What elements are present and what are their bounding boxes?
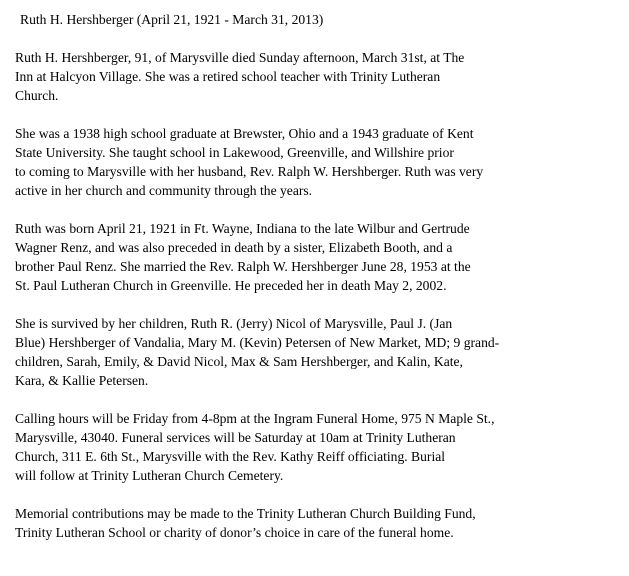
paragraph-line: Church. <box>15 88 59 103</box>
paragraph-line: Ruth was born April 21, 1921 in Ft. Wayne, Indiana to the late Wilbur and Gertrude <box>15 221 470 236</box>
obituary-document <box>15 10 625 542</box>
paragraph-line: Ruth H. Hershberger, 91, of Marysville died Sunday afternoon, March 31st, at The <box>15 50 465 65</box>
paragraph-family-history <box>15 219 625 295</box>
spacer <box>15 295 625 314</box>
paragraph-line: Blue) Hershberger of Vandalia, Mary M. (Kevin) Petersen of New Market, MD; 9 grand- <box>15 335 500 350</box>
paragraph-line: St. Paul Lutheran Church in Greenville. He preceded her in death May 2, 2002. <box>15 278 447 293</box>
paragraph-line: active in her church and community through the years. <box>15 183 313 198</box>
paragraph-line: She was a 1938 high school graduate at Brewster, Ohio and a 1943 graduate of Kent <box>15 126 474 141</box>
paragraph-line: She is survived by her children, Ruth R. (Jerry) Nicol of Marysville, Paul J. (Jan <box>15 316 453 331</box>
paragraph-line: Marysville, 43040. Funeral services will be Saturday at 10am at Trinity Lutheran <box>15 430 456 445</box>
paragraph-services <box>15 409 625 485</box>
paragraph-line: will follow at Trinity Lutheran Church Cemetery. <box>15 468 284 483</box>
obituary-title: Ruth H. Hershberger (April 21, 1921 - March 31, 2013) <box>20 12 324 27</box>
spacer <box>15 200 625 219</box>
spacer <box>15 485 625 504</box>
paragraph-line: Wagner Renz, and was also preceded in death by a sister, Elizabeth Booth, and a <box>15 240 453 255</box>
paragraph-education <box>15 124 625 200</box>
paragraph-line: State University. She taught school in Lakewood, Greenville, and Willshire prior <box>15 145 454 160</box>
paragraph-line: children, Sarah, Emily, & David Nicol, Max & Sam Hershberger, and Kalin, Kate, <box>15 354 463 369</box>
paragraph-line: Kara, & Kallie Petersen. <box>15 373 149 388</box>
paragraph-line: Trinity Lutheran School or charity of donor’s choice in care of the funeral home. <box>15 525 454 540</box>
paragraph-line: Memorial contributions may be made to the Trinity Lutheran Church Building Fund, <box>15 506 476 521</box>
paragraph-survivors <box>15 314 625 390</box>
paragraph-line: Calling hours will be Friday from 4-8pm at the Ingram Funeral Home, 975 N Maple St., <box>15 411 495 426</box>
paragraph-line: Inn at Halcyon Village. She was a retired school teacher with Trinity Lutheran <box>15 69 441 84</box>
paragraph-line: Church, 311 E. 6th St., Marysville with the Rev. Kathy Reiff officiating. Burial <box>15 449 446 464</box>
spacer <box>15 390 625 409</box>
paragraph-death-notice <box>15 48 625 105</box>
spacer <box>15 29 625 48</box>
paragraph-memorials <box>15 504 625 542</box>
paragraph-line: brother Paul Renz. She married the Rev. Ralph W. Hershberger June 28, 1953 at the <box>15 259 471 274</box>
spacer <box>15 105 625 124</box>
paragraph-line: to coming to Marysville with her husband, Rev. Ralph W. Hershberger. Ruth was very <box>15 164 484 179</box>
